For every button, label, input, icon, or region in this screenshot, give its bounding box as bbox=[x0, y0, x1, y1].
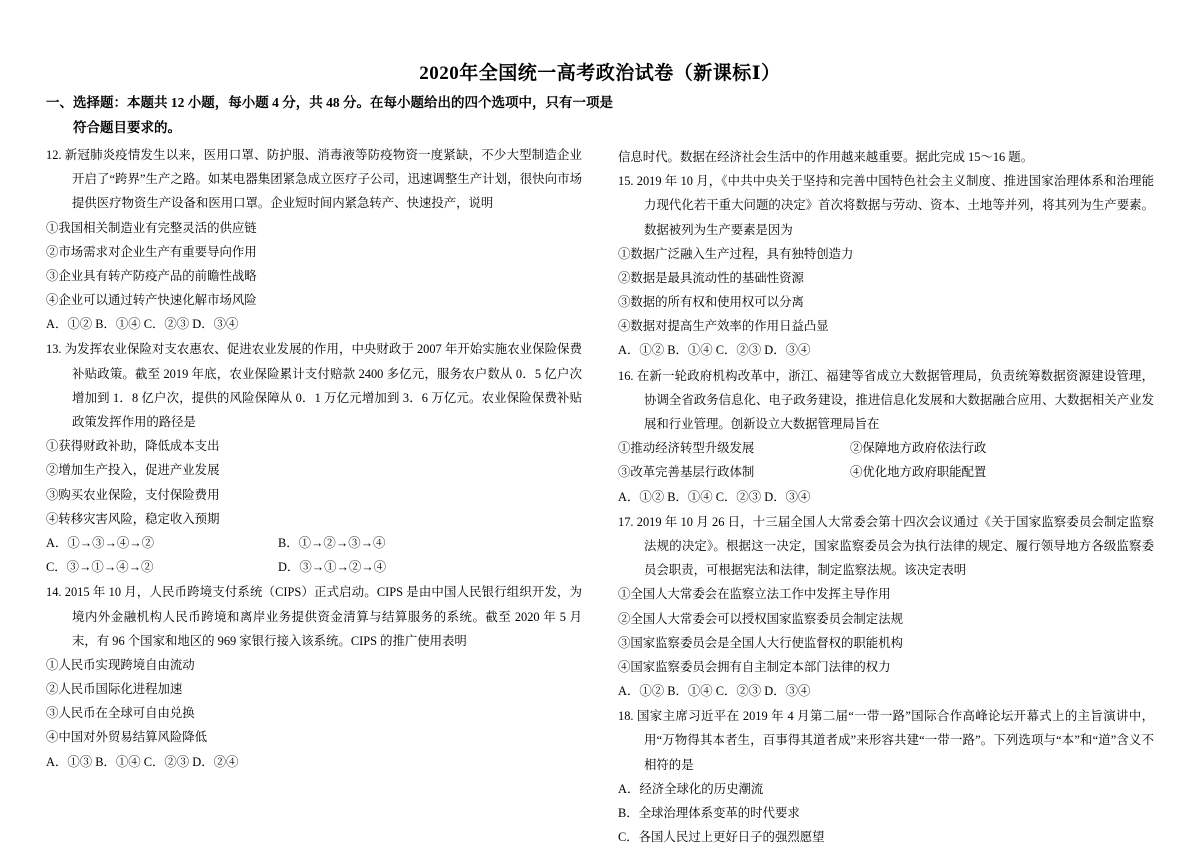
question-17-option-3[interactable]: ③国家监察委员会是全国人大行使监督权的职能机构 bbox=[618, 635, 903, 650]
question-17-option-4[interactable]: ④国家监察委员会拥有自主制定本部门法律的权力 bbox=[618, 659, 891, 674]
question-13-answer-d[interactable]: D．③→①→②→④ bbox=[278, 560, 387, 575]
question-13-answers-row-1 bbox=[46, 531, 582, 555]
question-15-text: 2019 年 10 月，《中共中央关于坚持和完善中国特色社会主义制度、推进国家治理体系和治理能力现代化若干重大问题的决定》首次将数据与劳动、资本、土地等并列，将其列为生产要素。数据被列为生产要素是因为 bbox=[636, 174, 1155, 237]
question-14 bbox=[46, 580, 582, 774]
question-13-option-2[interactable]: ②增加生产投入，促进产业发展 bbox=[46, 463, 220, 478]
question-17-option-1[interactable]: ①全国人大常委会在监察立法工作中发挥主导作用 bbox=[618, 587, 891, 602]
question-14-option-4[interactable]: ④中国对外贸易结算风险降低 bbox=[46, 730, 208, 745]
question-14-option-2[interactable]: ②人民币国际化进程加速 bbox=[46, 682, 183, 697]
question-16-answers[interactable]: A．①② B．①④ C．②③ D．③④ bbox=[618, 489, 811, 504]
question-13-stem bbox=[46, 337, 582, 434]
question-16-option-1[interactable]: ①推动经济转型升级发展 bbox=[618, 441, 755, 456]
question-13-answer-a[interactable]: A．①→③→④→② bbox=[46, 535, 155, 550]
question-14-option-3[interactable]: ③人民币在全球可自由兑换 bbox=[46, 706, 195, 721]
question-15-option-1[interactable]: ①数据广泛融入生产过程，具有独特创造力 bbox=[618, 246, 854, 261]
question-13 bbox=[46, 337, 582, 579]
question-16-option-4[interactable]: ④优化地方政府职能配置 bbox=[850, 465, 987, 480]
question-16-option-3[interactable]: ③改革完善基层行政体制 bbox=[618, 465, 755, 480]
section-heading bbox=[46, 91, 1154, 141]
question-18-number: 18. bbox=[618, 709, 634, 724]
question-14-text: 2015 年 10 月，人民币跨境支付系统（CIPS）正式启动。CIPS 是由中国人民银行组织开发，为境内外金融机构人民币跨境和离岸业务提供资金清算与结算服务的系统。截至 2020 年 5 月末，有 96 个国家和地区的 969 家银行接入该系统。CIPS 的推广使用表明 bbox=[64, 585, 582, 648]
question-12-number: 12. bbox=[46, 147, 62, 162]
question-13-answers-row-2 bbox=[46, 555, 582, 579]
question-16-options-row-1 bbox=[618, 436, 1154, 460]
page-columns bbox=[46, 143, 1154, 850]
section-heading-line2: 符合题目要求的。 bbox=[73, 119, 181, 135]
question-17 bbox=[618, 510, 1154, 704]
question-12 bbox=[46, 143, 582, 337]
section-heading-line1: 一、选择题：本题共 12 小题，每小题 4 分，共 48 分。在每小题给出的四个选项中，只有一项是 bbox=[46, 95, 613, 110]
question-15-option-4[interactable]: ④数据对提高生产效率的作用日益凸显 bbox=[618, 319, 829, 334]
question-12-option-1[interactable]: ①我国相关制造业有完整灵活的供应链 bbox=[46, 220, 257, 235]
question-17-stem bbox=[618, 510, 1154, 583]
question-14-stem bbox=[46, 580, 582, 653]
question-12-option-3[interactable]: ③企业具有转产防疫产品的前瞻性战略 bbox=[46, 268, 257, 283]
question-15-option-2[interactable]: ②数据是最具流动性的基础性资源 bbox=[618, 270, 804, 285]
question-13-number: 13. bbox=[46, 342, 62, 357]
question-16 bbox=[618, 364, 1154, 509]
question-16-options-row-2 bbox=[618, 460, 1154, 484]
question-12-option-4[interactable]: ④企业可以通过转产快速化解市场风险 bbox=[46, 293, 257, 308]
question-15-stem bbox=[618, 169, 1154, 242]
question-15 bbox=[618, 169, 1154, 363]
question-17-text: 2019 年 10 月 26 日，十三届全国人大常委会第十四次会议通过《关于国家监察委员会制定监察法规的决定》。根据这一决定，国家监察委员会为执行法律的规定、履行领导地方各级监察委员会职责，可根据宪法和法律，制定监察法规。该决定表明 bbox=[636, 514, 1154, 578]
question-13-option-4[interactable]: ④转移灾害风险，稳定收入预期 bbox=[46, 511, 220, 526]
question-15-answers[interactable]: A．①② B．①④ C．②③ D．③④ bbox=[618, 343, 811, 358]
question-13-answer-b[interactable]: B．①→②→③→④ bbox=[278, 535, 386, 550]
question-13-answer-c[interactable]: C．③→①→④→② bbox=[46, 560, 154, 575]
question-14-number: 14. bbox=[46, 585, 62, 600]
question-18 bbox=[618, 704, 1154, 849]
question-18-stem bbox=[618, 704, 1154, 777]
question-13-text: 为发挥农业保险对支农惠农、促进农业发展的作用，中央财政于 2007 年开始实施农业保险保费补贴政策。截至 2019 年底，农业保险累计支付赔款 2400 多亿元，服务农户数从 0．5 亿户次增加到 1．8 亿户次，提供的风险保障从 0．1 万亿元增加到 3．6 万亿元。农业保险保费补贴政策发挥作用的路径是 bbox=[64, 342, 582, 429]
passage-intro-text: 信息时代。数据在经济社会生活中的作用越来越重要。据此完成 15～16 题。 bbox=[618, 149, 1034, 164]
question-13-option-1[interactable]: ①获得财政补助，降低成本支出 bbox=[46, 439, 220, 454]
question-12-stem bbox=[46, 143, 582, 216]
question-17-answers[interactable]: A．①② B．①④ C．②③ D．③④ bbox=[618, 684, 811, 699]
question-16-option-2[interactable]: ②保障地方政府依法行政 bbox=[850, 441, 987, 456]
question-18-choice-a[interactable]: A．经济全球化的历史潮流 bbox=[618, 781, 764, 796]
question-18-choice-b[interactable]: B．全球治理体系变革的时代要求 bbox=[618, 806, 800, 820]
page-title: 2020年全国统一高考政治试卷（新课标Ⅰ） bbox=[419, 63, 781, 84]
right-column bbox=[618, 143, 1154, 850]
question-15-number: 15. bbox=[618, 174, 634, 189]
question-12-option-2[interactable]: ②市场需求对企业生产有重要导向作用 bbox=[46, 244, 257, 259]
question-17-option-2[interactable]: ②全国人大常委会可以授权国家监察委员会制定法规 bbox=[618, 611, 903, 626]
question-17-number: 17. bbox=[618, 514, 634, 529]
left-column bbox=[46, 143, 582, 775]
question-16-text: 在新一轮政府机构改革中，浙江、福建等省成立大数据管理局，负责统筹数据资源建设管理，协调全省政务信息化、电子政务建设，推进信息化发展和大数据融合应用、大数据相关产业发展和行业管理。创新设立大数据管理局旨在 bbox=[636, 368, 1154, 431]
question-14-answers[interactable]: A．①③ B．①④ C．②③ D．②④ bbox=[46, 754, 239, 769]
question-16-number: 16. bbox=[618, 368, 634, 383]
question-15-option-3[interactable]: ③数据的所有权和使用权可以分离 bbox=[618, 295, 804, 310]
question-18-text: 国家主席习近平在 2019 年 4 月第二届“一带一路”国际合作高峰论坛开幕式上的主旨演讲中，用“万物得其本者生，百事得其道者成”来形容共建“一带一路”。下列选项与“本”和“道”含义不相符的是 bbox=[637, 709, 1154, 772]
question-12-answers[interactable]: A．①② B．①④ C．②③ D．③④ bbox=[46, 317, 239, 332]
question-18-choice-c[interactable]: C．各国人民过上更好日子的强烈愿望 bbox=[618, 830, 825, 845]
question-12-text: 新冠肺炎疫情发生以来，医用口罩、防护服、消毒液等防疫物资一度紧缺，不少大型制造企业开启了“跨界”生产之路。如某电器集团紧急成立医疗子公司，迅速调整生产计划，很快向市场提供医疗物资生产设备和医用口罩。企业短时间内紧急转产、快速投产，说明 bbox=[64, 147, 582, 211]
question-14-option-1[interactable]: ①人民币实现跨境自由流动 bbox=[46, 657, 195, 672]
question-16-stem bbox=[618, 364, 1154, 437]
question-13-option-3[interactable]: ③购买农业保险，支付保险费用 bbox=[46, 487, 220, 502]
